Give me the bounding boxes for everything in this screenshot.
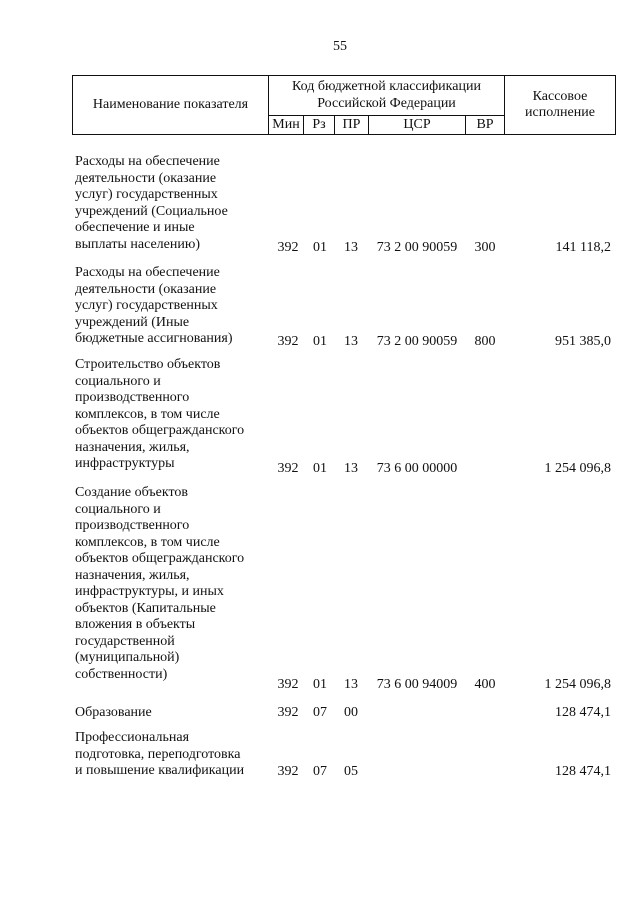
- row-pr: 13: [344, 461, 358, 476]
- row-pr: 13: [344, 334, 358, 349]
- header-amount-line2: исполнение: [525, 105, 595, 120]
- header-code-group-cell: [269, 76, 504, 115]
- row-rz: 07: [313, 764, 327, 779]
- header-name-label: Наименование показателя: [92, 96, 249, 112]
- header-pr-cell: [335, 116, 368, 134]
- header-csr-cell: [369, 116, 465, 134]
- row-pr: 05: [344, 764, 358, 779]
- row-amount: 951 385,0: [555, 334, 611, 349]
- row-min: 392: [277, 334, 299, 349]
- row-rz: 07: [313, 705, 327, 720]
- header-amount-line1: Кассовое: [532, 88, 588, 104]
- row-min: 392: [277, 764, 299, 779]
- header-code-group-line1: Код бюджетной классификации: [292, 79, 481, 94]
- row-name: Строительство объектов социального и производственного комплексов, в том числе объектов общегражданского назначения, жилья, инфраструктуры: [75, 357, 245, 471]
- header-rz-label: Рз: [312, 116, 326, 132]
- row-rz: 01: [313, 334, 327, 349]
- row-rz: 01: [313, 461, 327, 476]
- row-csr: 73 6 00 00000: [376, 461, 458, 476]
- header-rz-cell: [304, 116, 334, 134]
- row-min: 392: [277, 461, 299, 476]
- row-vr: 400: [474, 677, 496, 692]
- row-amount: 1 254 096,8: [544, 461, 611, 476]
- header-pr-label: ПР: [342, 116, 361, 132]
- row-amount: 141 118,2: [555, 240, 611, 255]
- header-min-label: Мин: [272, 116, 300, 132]
- header-name-cell: [73, 76, 268, 134]
- header-vr-cell: [466, 116, 504, 134]
- row-csr: 73 2 00 90059: [376, 334, 458, 349]
- row-min: 392: [277, 705, 299, 720]
- row-name: Расходы на обеспечение деятельности (оказание услуг) государственных учреждений (Социальное обеспечение и иные выплаты населению): [75, 154, 228, 252]
- row-name: Профессиональная подготовка, переподготовка и повышение квалификации: [75, 730, 245, 778]
- row-name: Создание объектов социального и производственного комплексов, в том числе объектов общегражданского назначения, жилья, инфраструктуры, и иных объектов (Капитальные вложения в объекты государственной (муниципальной) собственности): [75, 485, 245, 682]
- header-vr-label: ВР: [476, 116, 494, 132]
- header-amount-cell: [505, 76, 615, 134]
- row-vr: 300: [474, 240, 496, 255]
- header-right-rule: [615, 75, 616, 135]
- page-number: 55: [333, 39, 347, 54]
- row-amount: 128 474,1: [555, 705, 611, 720]
- row-amount: 128 474,1: [555, 764, 611, 779]
- row-min: 392: [277, 240, 299, 255]
- header-csr-label: ЦСР: [403, 116, 431, 132]
- header-bottom-rule: [72, 134, 616, 135]
- row-min: 392: [277, 677, 299, 692]
- row-csr: 73 6 00 94009: [376, 677, 458, 692]
- row-csr: 73 2 00 90059: [376, 240, 458, 255]
- row-pr: 13: [344, 677, 358, 692]
- table-header: [72, 75, 616, 135]
- row-vr: 800: [474, 334, 496, 349]
- row-name: Образование: [75, 705, 152, 720]
- row-amount: 1 254 096,8: [544, 677, 611, 692]
- header-code-group-line2: Российской Федерации: [317, 95, 456, 111]
- header-min-cell: [269, 116, 303, 134]
- row-pr: 00: [344, 705, 358, 720]
- row-rz: 01: [313, 240, 327, 255]
- row-pr: 13: [344, 240, 358, 255]
- row-rz: 01: [313, 677, 327, 692]
- row-name: Расходы на обеспечение деятельности (оказание услуг) государственных учреждений (Иные бюджетные ассигнования): [75, 265, 233, 346]
